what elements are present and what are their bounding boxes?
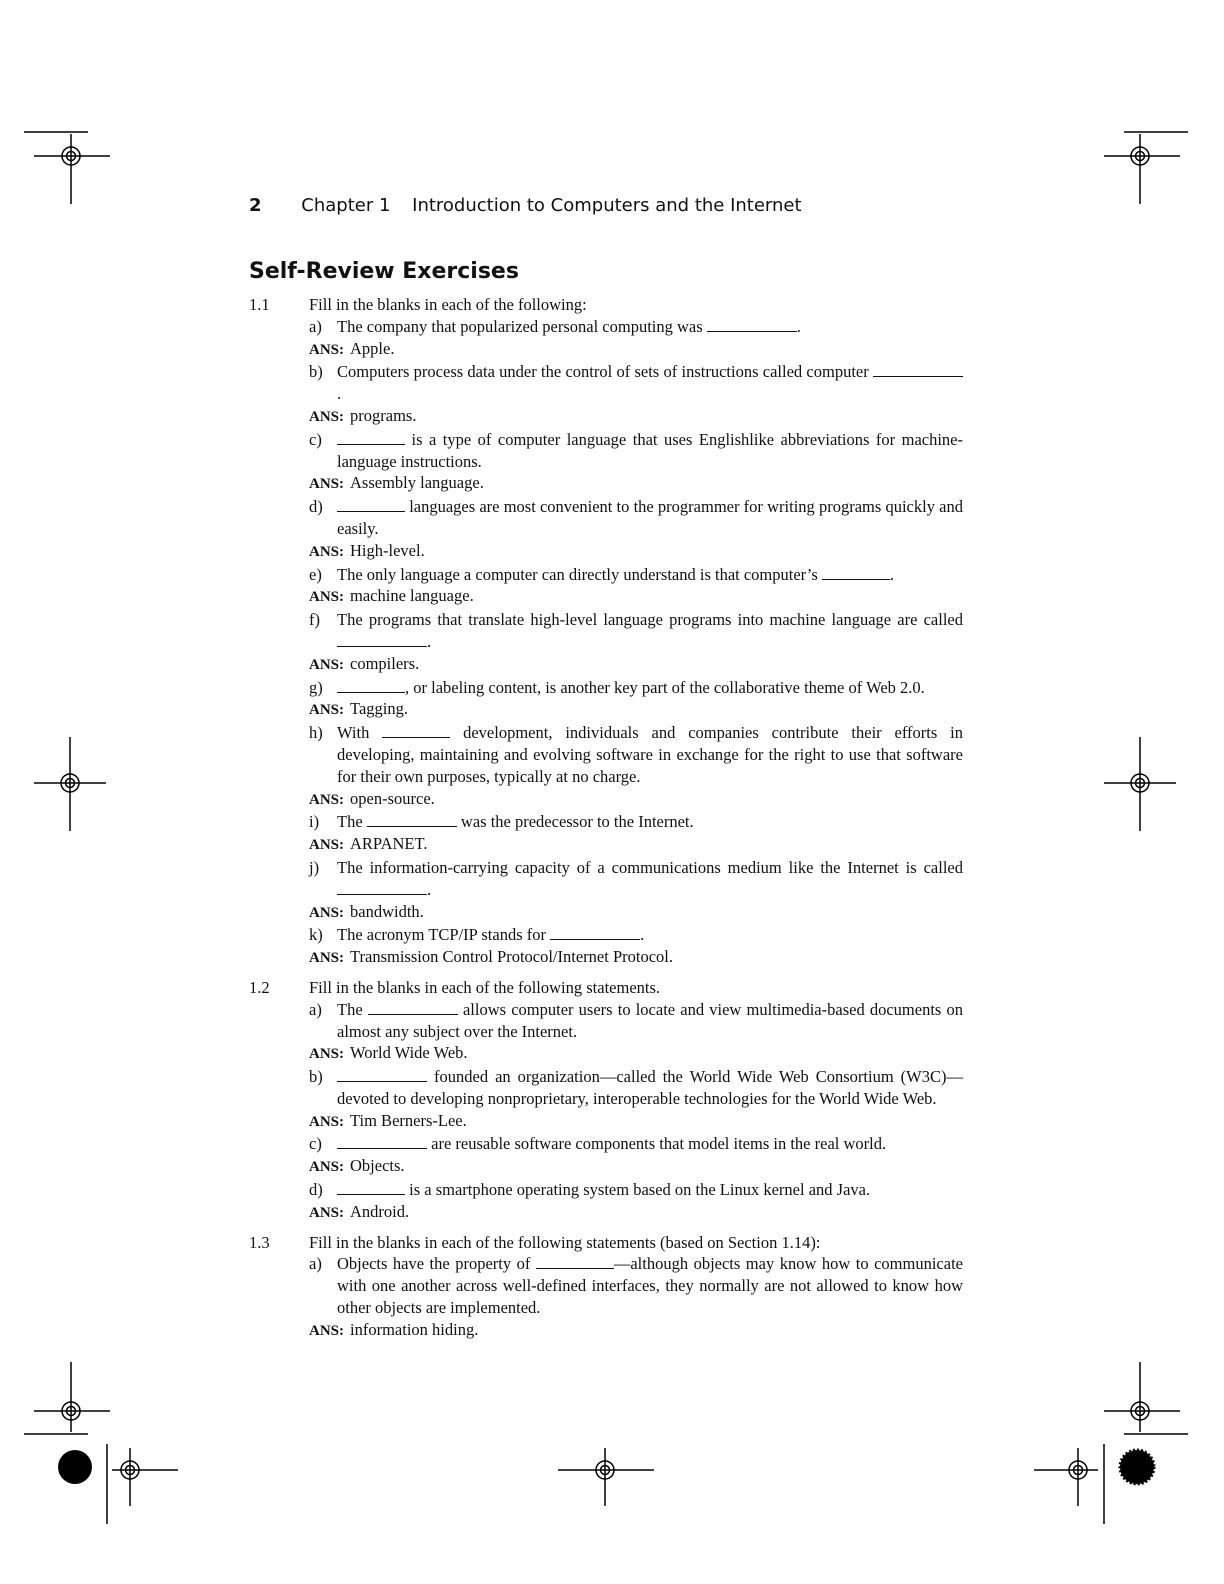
question-text-after: , or labeling content, is another key part of the collaborative theme of Web 2.0.	[405, 677, 925, 697]
item-label: j)	[309, 857, 320, 877]
question-item	[309, 677, 963, 699]
answer-label: ANS:	[309, 543, 345, 560]
question-text-after: are reusable software components that model items in the real world.	[427, 1134, 887, 1154]
item-label: c)	[309, 429, 322, 449]
item-label: b)	[309, 1067, 323, 1087]
answer-line	[309, 1042, 963, 1066]
answer-text: Tagging.	[350, 699, 408, 719]
exercise-1-1	[249, 294, 963, 970]
question-text-after: .	[640, 925, 645, 945]
answer-blank	[337, 879, 427, 895]
answer-text: Apple.	[350, 338, 395, 358]
answer-blank	[337, 631, 427, 647]
question-text-after: languages are most convenient to the programmer for writing programs quickly and easily.	[337, 497, 963, 538]
exercise-1-3	[249, 1232, 963, 1343]
answer-blank	[337, 429, 405, 445]
question-item	[309, 564, 963, 586]
question-text-after: .	[796, 316, 801, 336]
question-text-after: allows computer users to locate and view multimedia-based documents on almost any subject over the Internet.	[337, 999, 963, 1041]
answer-label: ANS:	[309, 408, 345, 425]
item-label: e)	[309, 564, 322, 584]
item-label: k)	[309, 925, 323, 945]
answer-label: ANS:	[309, 837, 345, 854]
question-item	[309, 496, 963, 540]
answer-blank	[337, 1066, 427, 1082]
answer-line	[309, 1319, 963, 1343]
answer-text: Assembly language.	[350, 473, 484, 493]
exercise-prompt: Fill in the blanks in each of the following statements.	[309, 977, 661, 997]
answer-line	[309, 788, 963, 812]
question-text-before: Objects have the property of	[337, 1254, 536, 1274]
answer-text: High-level.	[350, 540, 425, 560]
question-text-before: The	[337, 999, 368, 1019]
answer-line	[309, 946, 963, 970]
question-text-after: .	[427, 631, 432, 651]
item-label: f)	[309, 610, 320, 630]
question-item	[309, 999, 963, 1043]
item-label: a)	[309, 999, 322, 1019]
answer-blank	[367, 811, 457, 827]
answer-line	[309, 653, 963, 677]
answer-line	[309, 1110, 963, 1134]
registration-strip-bottom	[50, 1440, 1170, 1530]
question-text-before: The acronym TCP/IP stands for	[337, 925, 551, 945]
question-text-after: founded an organization—called the World Wide Web Consortium (W3C)—devoted to developing nonproprietary, interoperable technologies for the World Wide Web.	[337, 1067, 963, 1108]
item-label: b)	[309, 362, 323, 382]
answer-text: Tim Berners-Lee.	[350, 1110, 467, 1130]
answer-label: ANS:	[309, 1322, 345, 1339]
item-label: c)	[309, 1134, 322, 1154]
question-item	[309, 924, 963, 946]
answer-line	[309, 1155, 963, 1179]
answer-label: ANS:	[309, 1113, 345, 1130]
registration-mark-mid-left	[30, 735, 110, 835]
registration-mark-bottom-left	[20, 1360, 120, 1440]
answer-text: bandwidth.	[350, 901, 424, 921]
answer-label: ANS:	[309, 702, 345, 719]
item-label: d)	[309, 497, 323, 517]
question-text-after: —although objects may know how to communicate with one another across well-defined interfaces, they normally are not allowed to know how other objects are implemented.	[337, 1254, 963, 1318]
running-header	[249, 194, 802, 218]
answer-text: information hiding.	[350, 1319, 479, 1339]
question-text-after: was the predecessor to the Internet.	[456, 812, 694, 832]
answer-blank	[337, 1133, 427, 1149]
answer-label: ANS:	[309, 341, 345, 358]
registration-mark-bottom-right	[1100, 1360, 1200, 1440]
question-text-before: The programs that translate high-level language programs into machine language are called	[337, 610, 963, 630]
answer-label: ANS:	[309, 476, 345, 493]
answer-blank	[536, 1253, 614, 1269]
question-text-before: Computers process data under the control of sets of instructions called computer	[337, 362, 873, 382]
answer-text: Transmission Control Protocol/Internet Protocol.	[350, 947, 673, 967]
answer-blank	[337, 496, 405, 512]
item-label: g)	[309, 677, 323, 697]
answer-blank	[822, 564, 890, 580]
question-item	[309, 811, 963, 833]
section-title: Self-Review Exercises	[249, 259, 519, 284]
question-text-after: is a type of computer language that uses Englishlike abbreviations for machine-language instructions.	[337, 429, 963, 471]
page-number: 2	[249, 195, 262, 216]
exercise-prompt: Fill in the blanks in each of the following statements (based on Section 1.14):	[309, 1232, 821, 1252]
answer-label: ANS:	[309, 1046, 345, 1063]
answer-label: ANS:	[309, 791, 345, 808]
question-item	[309, 316, 963, 338]
question-item	[309, 1133, 963, 1155]
question-text-before: With	[337, 723, 383, 743]
answer-line	[309, 1201, 963, 1225]
answer-text: open-source.	[350, 788, 435, 808]
answer-text: programs.	[350, 405, 417, 425]
item-label: h)	[309, 723, 323, 743]
exercise-prompt: Fill in the blanks in each of the following:	[309, 295, 587, 314]
exercise-list	[249, 294, 963, 1350]
question-text-before: The only language a computer can directly understand is that computer’s	[337, 564, 822, 584]
question-text-before: The information-carrying capacity of a communications medium like the Internet is called	[337, 857, 963, 877]
answer-text: machine language.	[350, 586, 474, 606]
answer-label: ANS:	[309, 1159, 345, 1176]
answer-text: Android.	[350, 1201, 410, 1221]
answer-blank	[337, 677, 405, 693]
question-item	[309, 1066, 963, 1110]
answer-blank	[707, 316, 797, 332]
item-label: d)	[309, 1180, 323, 1200]
answer-text: compilers.	[350, 653, 420, 673]
question-text-after: .	[427, 879, 432, 899]
exercise-1-2	[249, 977, 963, 1225]
question-text-after: .	[337, 384, 342, 404]
answer-text: Objects.	[350, 1156, 405, 1176]
question-item	[309, 361, 963, 405]
question-item	[309, 429, 963, 473]
item-label: a)	[309, 316, 322, 336]
answer-label: ANS:	[309, 1204, 345, 1221]
answer-line	[309, 405, 963, 429]
answer-label: ANS:	[309, 589, 345, 606]
answer-line	[309, 472, 963, 496]
answer-line	[309, 901, 963, 925]
question-item	[309, 1179, 963, 1201]
question-text-after: is a smartphone operating system based on the Linux kernel and Java.	[405, 1180, 871, 1200]
question-item	[309, 722, 963, 787]
registration-mark-top-right	[1100, 128, 1200, 208]
registration-mark-top-left	[20, 128, 120, 208]
answer-line	[309, 698, 963, 722]
answer-line	[309, 833, 963, 857]
answer-label: ANS:	[309, 656, 345, 673]
question-text-after: .	[889, 564, 895, 584]
answer-blank	[550, 924, 640, 940]
item-label: a)	[309, 1254, 322, 1274]
answer-label: ANS:	[309, 904, 345, 921]
question-text-before: The company that popularized personal computing was	[337, 316, 707, 336]
answer-label: ANS:	[309, 950, 345, 967]
chapter-title: Introduction to Computers and the Internet	[412, 195, 802, 216]
answer-text: World Wide Web.	[350, 1043, 468, 1063]
item-label: i)	[309, 812, 320, 832]
chapter-label: Chapter 1	[301, 195, 391, 216]
question-text-after: development, individuals and companies contribute their efforts in developing, maintaining and evolving software in exchange for the right to use that software for their own purposes, typically at no charge.	[337, 723, 963, 786]
answer-line	[309, 540, 963, 564]
exercise-number: 1.3	[249, 1232, 270, 1252]
answer-blank	[873, 361, 963, 377]
answer-blank	[337, 1179, 405, 1195]
exercise-number: 1.2	[249, 977, 270, 997]
question-item	[309, 609, 963, 653]
question-item	[309, 1253, 963, 1318]
exercise-number: 1.1	[249, 295, 270, 314]
question-item	[309, 857, 963, 901]
answer-text: ARPANET.	[350, 834, 428, 854]
question-text-before: The	[337, 812, 367, 832]
answer-blank	[368, 999, 458, 1015]
answer-line	[309, 338, 963, 362]
answer-blank	[382, 722, 450, 738]
answer-line	[309, 585, 963, 609]
registration-mark-mid-right	[1100, 735, 1180, 835]
